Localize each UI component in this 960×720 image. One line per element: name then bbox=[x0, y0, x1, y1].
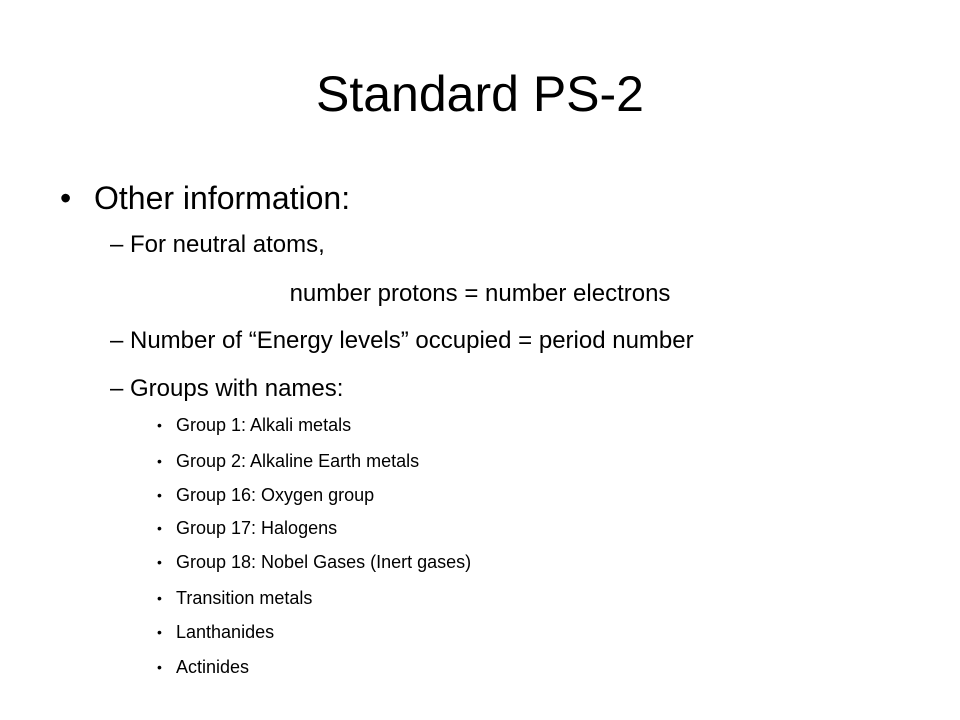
bullet-dot-icon: • bbox=[157, 590, 162, 606]
bullet-text: Other information: bbox=[94, 180, 351, 216]
dash-icon: – bbox=[110, 327, 124, 354]
group-list-item-text: Group 16: Oxygen group bbox=[176, 485, 375, 505]
sub-bullet-text: Number of “Energy levels” occupied = period number bbox=[130, 327, 694, 354]
bullet-dot-icon: • bbox=[157, 417, 162, 433]
slide-title: Standard PS-2 bbox=[316, 66, 644, 122]
dash-icon: – bbox=[110, 375, 124, 402]
group-list-item-text: Transition metals bbox=[176, 588, 313, 608]
sub-bullet-continuation: number protons = number electrons bbox=[289, 280, 671, 307]
group-list-item-text: Group 17: Halogens bbox=[176, 518, 338, 538]
bullet-dot-icon: • bbox=[157, 624, 162, 640]
group-list-item-text: Lanthanides bbox=[176, 622, 275, 642]
sub-bullet-text: Groups with names: bbox=[130, 375, 344, 402]
sub-bullet-text: For neutral atoms, bbox=[130, 231, 325, 258]
group-list-item-text: Group 2: Alkaline Earth metals bbox=[176, 451, 420, 471]
bullet-dot-icon: • bbox=[157, 520, 162, 536]
bullet-dot-icon: • bbox=[157, 554, 162, 570]
dash-icon: – bbox=[110, 231, 124, 258]
group-list-item-text: Actinides bbox=[176, 657, 250, 677]
bullet-dot-icon: • bbox=[157, 487, 162, 503]
group-list-item-text: Group 1: Alkali metals bbox=[176, 415, 352, 435]
bullet-dot-icon: • bbox=[157, 453, 162, 469]
bullet-dot-icon: • bbox=[60, 180, 72, 216]
bullet-dot-icon: • bbox=[157, 659, 162, 675]
group-list-item-text: Group 18: Nobel Gases (Inert gases) bbox=[176, 552, 472, 572]
